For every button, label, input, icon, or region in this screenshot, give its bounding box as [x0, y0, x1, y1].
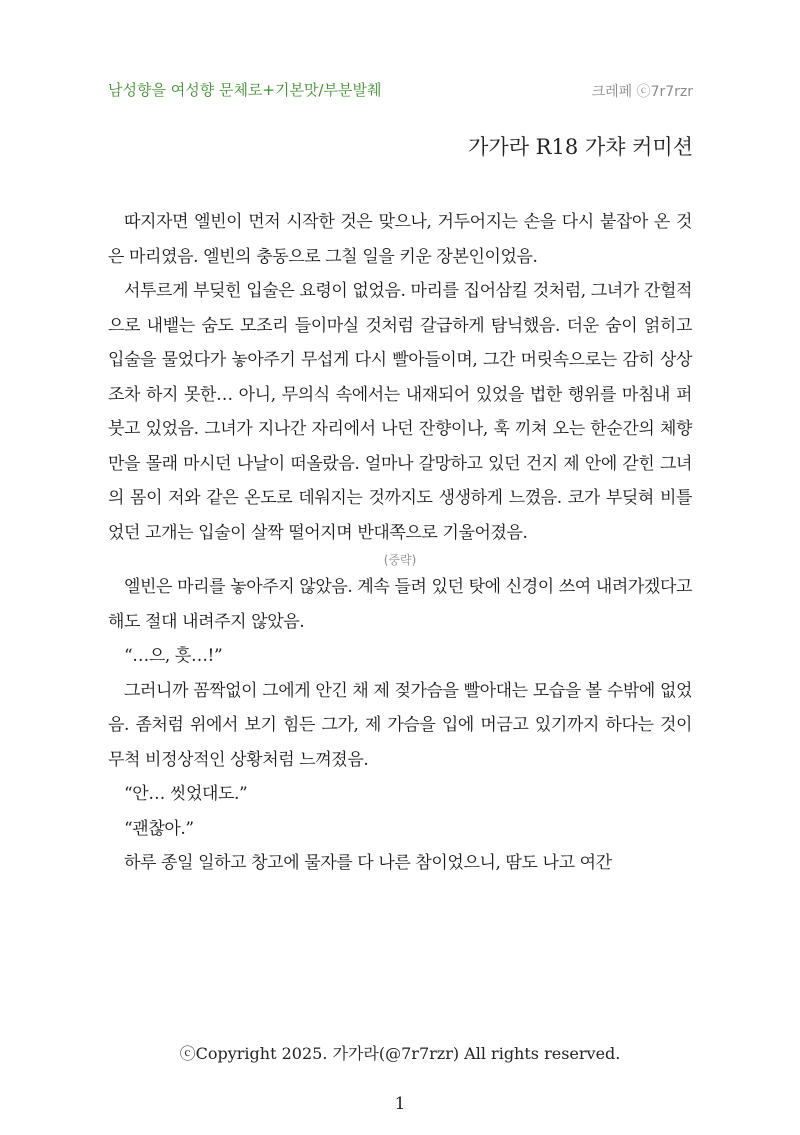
dialogue-line: “…으, 흣…!” — [124, 646, 223, 666]
paragraph: 따지자면 엘빈이 먼저 시작한 것은 맞으나, 거두어지는 손을 다시 붙잡아 온 것은 마리였음. 엘빈의 충동으로 그칠 일을 키운 장본인이었음. — [108, 212, 692, 267]
paragraph: 엘빈은 마리를 놓아주지 않았음. 계속 들려 있던 탓에 신경이 쓰여 내려가겠다고 해도 절대 내려주지 않았음. — [108, 577, 692, 632]
paragraph: 그러니까 꼼짝없이 그에게 안긴 채 제 젖가슴을 빨아대는 모습을 볼 수밖에 없었음. 좀처럼 위에서 보기 힘든 그가, 제 가슴을 입에 머금고 있기까지 하다는 것이 무척 비정상적인 상황처럼 느껴졌음. — [108, 680, 692, 770]
body-text — [108, 205, 692, 881]
copyright-footer: ⓒCopyright 2025. 가가라(@7r7rzr) All rights reserved. — [179, 1044, 621, 1063]
document-title: 가가라 R18 가챠 커미션 — [468, 135, 693, 159]
page-number: 1 — [394, 1094, 406, 1114]
dialogue-line: “안… 씻었대도.” — [124, 784, 248, 804]
paragraph: 서투르게 부딪힌 입술은 요령이 없었음. 마리를 집어삼킬 것처럼, 그녀가 간헐적으로 내뱉는 숨도 모조리 들이마실 것처럼 갈급하게 탐닉했음. 더운 숨이 얽히고 입술을 물었다가 놓아주기 무섭게 다시 빨아들이며, 그간 머릿속으로는 감히 상상조차 하지 못한… 아니, 무의식 속에서는 내재되어 있었을 법한 행위를 마침내 퍼붓고 있었음. 그녀가 지나간 자리에서 나던 잔향이나, 훅 끼쳐 오는 한순간의 체향만을 몰래 마시던 나날이 떠올랐음. 얼마나 갈망하고 있던 건지 제 안에 갇힌 그녀의 몸이 저와 같은 온도로 데워지는 것까지도 생생하게 느꼈음. 코가 부딪혀 비틀었던 고개는 입술이 살짝 떨어지며 반대쪽으로 기울어졌음. — [108, 281, 692, 543]
paragraph: 하루 종일 일하고 창고에 물자를 다 나른 참이었으니, 땀도 나고 여간 — [124, 853, 612, 873]
omission-marker: (중략) — [383, 553, 417, 567]
header-subtitle: 남성향을 여성향 문체로+기본맛/부분발췌 — [108, 81, 382, 99]
dialogue-line: “괜찮아.” — [124, 818, 194, 839]
header-credit: 크레페 ⓒ7r7rzr — [591, 84, 693, 100]
